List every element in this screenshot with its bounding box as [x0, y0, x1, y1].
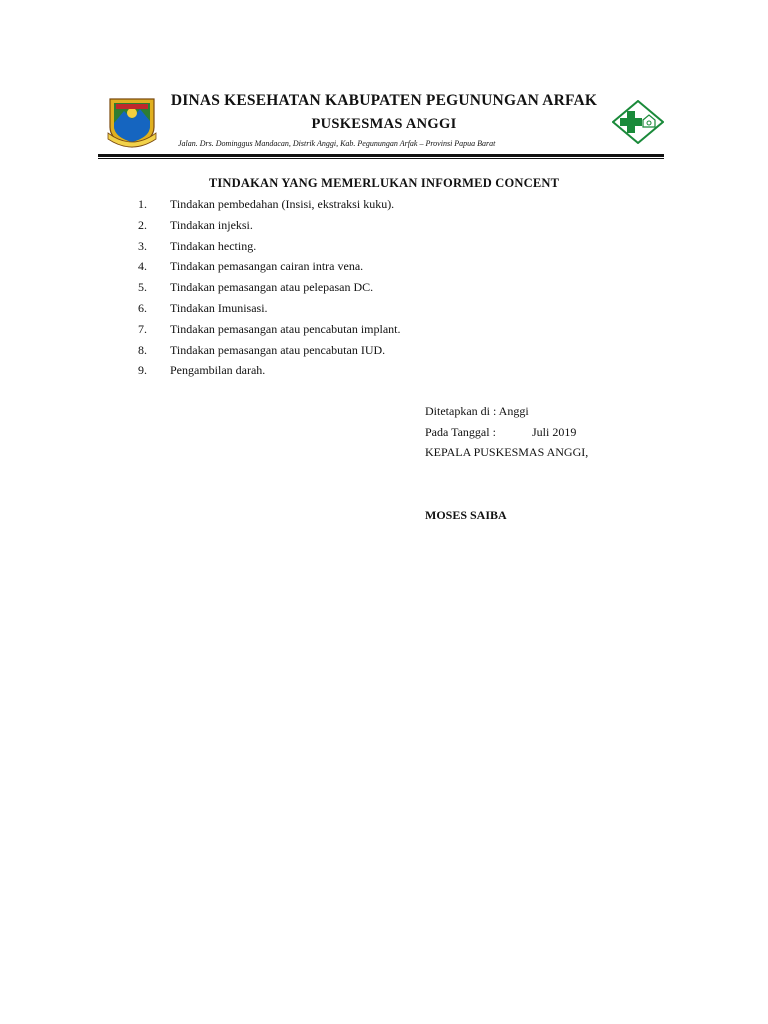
date-value: Juli 2019	[532, 425, 577, 439]
facility-name: PUSKESMAS ANGGI	[311, 116, 457, 132]
procedure-list	[138, 197, 401, 384]
list-item	[138, 322, 401, 343]
item-number: 3.	[138, 238, 147, 253]
list-item	[138, 197, 401, 218]
list-item	[138, 363, 401, 384]
item-text: Tindakan pemasangan cairan intra vena.	[170, 259, 364, 274]
address-line: Jalan. Drs. Dominggus Mandacan, Distrik Anggi, Kab. Pegunungan Arfak – Provinsi Papua Barat	[178, 139, 496, 148]
item-number: 8.	[138, 342, 147, 357]
list-item	[138, 343, 401, 364]
item-text: Tindakan pemasangan atau pencabutan IUD.	[170, 342, 386, 357]
item-text: Tindakan pemasangan atau pelepasan DC.	[170, 280, 374, 295]
list-item	[138, 301, 401, 322]
item-number: 5.	[138, 280, 147, 295]
item-number: 1.	[138, 197, 147, 211]
signatory-name: MOSES SAIBA	[425, 508, 507, 522]
date-label: Pada Tanggal :	[425, 425, 496, 439]
list-item	[138, 259, 401, 280]
signature-date	[425, 425, 577, 440]
item-number: 7.	[138, 321, 147, 336]
signatory-role: KEPALA PUSKESMAS ANGGI,	[425, 445, 589, 459]
item-number: 6.	[138, 300, 147, 315]
item-text: Tindakan pembedahan (Insisi, ekstraksi kuku).	[170, 197, 395, 211]
item-number: 2.	[138, 217, 147, 232]
list-item	[138, 239, 401, 260]
document-title: TINDAKAN YANG MEMERLUKAN INFORMED CONCENT	[208, 176, 560, 190]
header-divider-thick	[98, 154, 664, 157]
agency-name: DINAS KESEHATAN KABUPATEN PEGUNUNGAN ARFAK	[170, 92, 598, 109]
item-text: Tindakan hecting.	[170, 238, 257, 253]
item-text: Tindakan Imunisasi.	[170, 300, 268, 315]
item-text: Tindakan pemasangan atau pencabutan implant.	[170, 321, 401, 336]
header-divider-thin	[98, 158, 664, 159]
item-text: Pengambilan darah.	[170, 363, 266, 378]
item-number: 4.	[138, 259, 147, 274]
item-number: 9.	[138, 363, 147, 378]
signature-place: Ditetapkan di : Anggi	[425, 404, 529, 418]
list-item	[138, 280, 401, 301]
item-text: Tindakan injeksi.	[170, 217, 253, 232]
list-item	[138, 218, 401, 239]
